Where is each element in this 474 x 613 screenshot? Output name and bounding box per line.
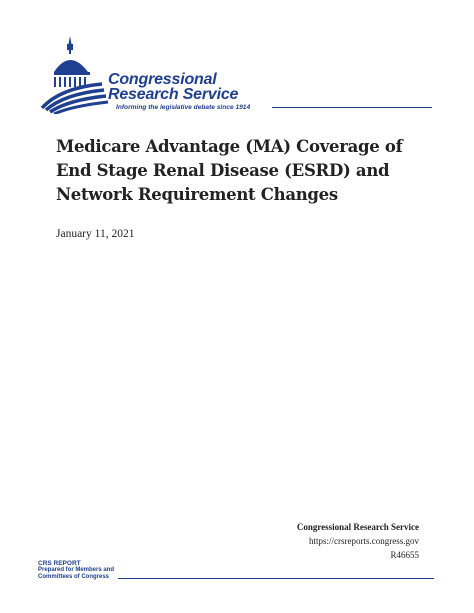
footer-line3: Committees of Congress — [38, 573, 110, 580]
footer-crs-report: CRS REPORT — [38, 560, 81, 567]
publisher-name: Congressional Research Service — [296, 522, 419, 532]
report-date: January 11, 2021 — [56, 228, 135, 240]
report-number: R46655 — [390, 550, 419, 560]
footer-line2: Prepared for Members and — [38, 567, 115, 574]
footer-label — [38, 561, 114, 580]
logo-rule — [272, 107, 432, 108]
report-title: Medicare Advantage (MA) Coverage of End Stage Renal Disease (ESRD) and Network Requirement Changes — [56, 137, 403, 204]
publisher-url[interactable]: https://crsreports.congress.gov — [309, 536, 419, 546]
logo-name-line1: Congressional — [108, 71, 217, 88]
publisher-block — [297, 520, 419, 562]
logo-wordmark — [108, 72, 238, 102]
logo-tagline: Informing the legislative debate since 1914 — [116, 104, 251, 111]
footer-rule — [118, 578, 434, 579]
crs-logo — [40, 34, 440, 114]
logo-name-line2: Research Service — [108, 86, 239, 103]
capitol-dome-icon — [40, 34, 114, 114]
